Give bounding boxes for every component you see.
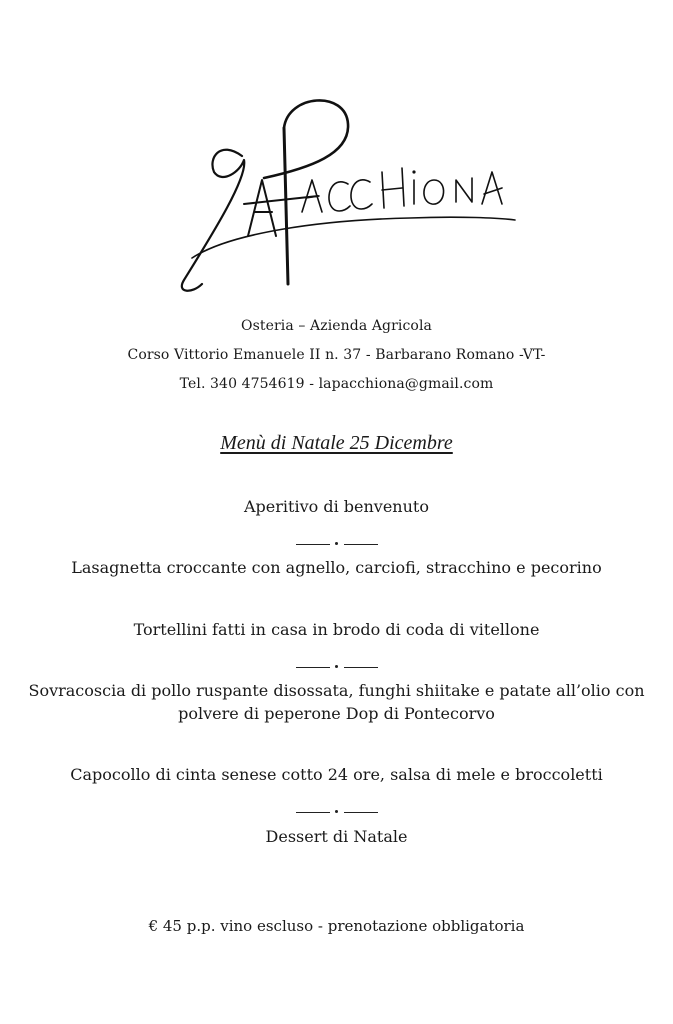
price-note: € 45 p.p. vino escluso - prenotazione obbligatoria: [148, 917, 525, 935]
course-separator: [0, 803, 673, 822]
course-sovracoscia-line2: polvere di peperone Dop di Pontecorvo: [178, 704, 495, 723]
course-separator: [0, 658, 673, 677]
course-lasagnetta: Lasagnetta croccante con agnello, carciofi, stracchino e pecorino: [71, 558, 602, 577]
header-osteria-line: Osteria – Azienda Agricola: [241, 318, 432, 334]
la-pacchiona-signature-logo: [170, 88, 520, 298]
header-contact-line: Tel. 340 4754619 - lapacchiona@gmail.com: [179, 376, 494, 392]
course-capocollo: Capocollo di cinta senese cotto 24 ore, salsa di mele e broccoletti: [70, 765, 603, 784]
menu-title: Menù di Natale 25 Dicembre: [220, 432, 453, 454]
course-aperitivo: Aperitivo di benvenuto: [244, 497, 429, 516]
course-tortellini: Tortellini fatti in casa in brodo di coda di vitellone: [133, 620, 540, 639]
course-separator: [0, 535, 673, 554]
header-address-line: Corso Vittorio Emanuele II n. 37 - Barbarano Romano -VT-: [127, 347, 546, 363]
course-sovracoscia-line1: Sovracoscia di pollo ruspante disossata, funghi shiitake e patate all’olio con: [28, 681, 645, 700]
course-dessert: Dessert di Natale: [265, 827, 408, 846]
